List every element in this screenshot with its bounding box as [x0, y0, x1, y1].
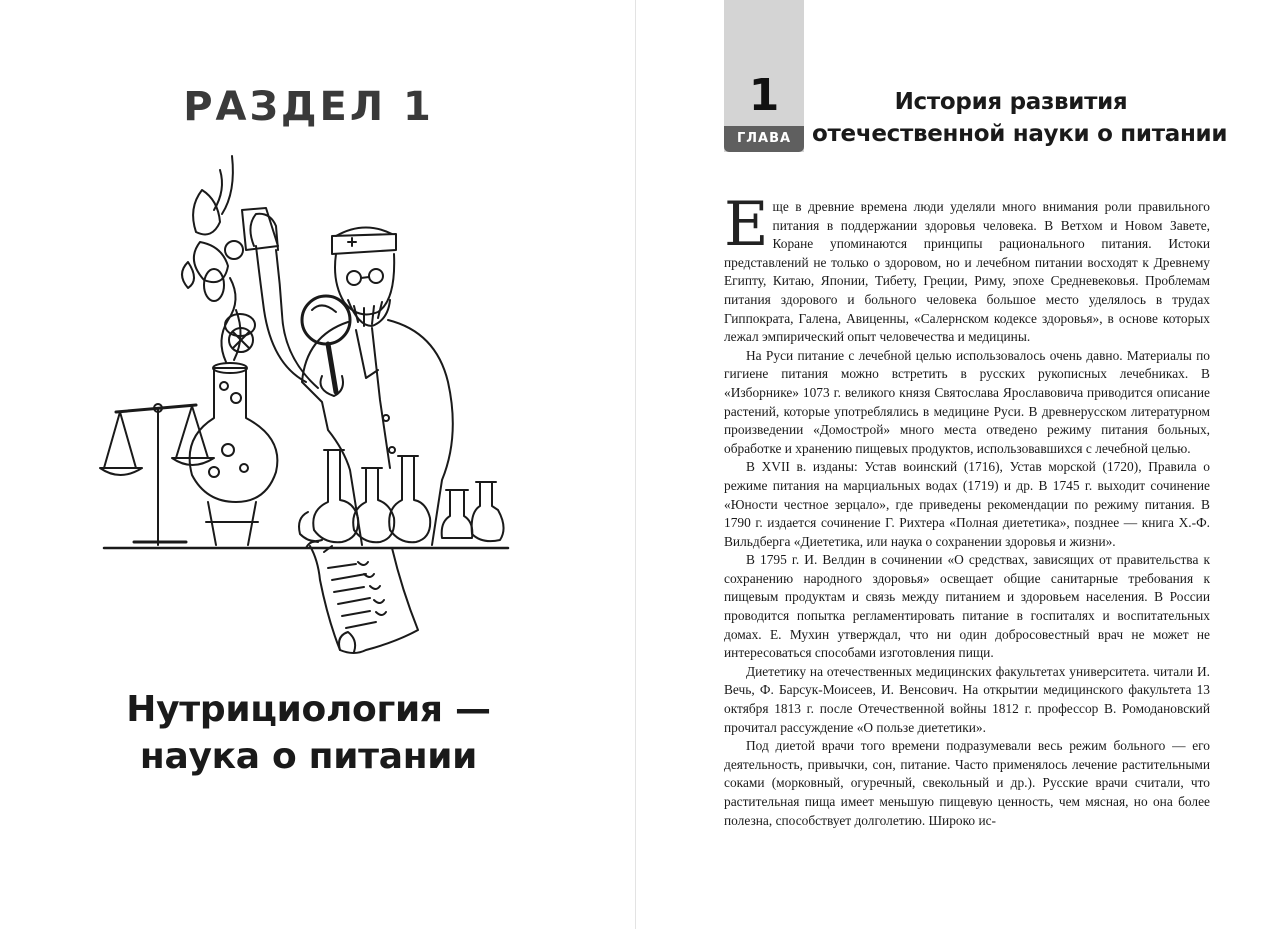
- scientist-lab-illustration: [96, 150, 516, 665]
- part-title-line2: наука о питании: [139, 736, 478, 777]
- chapter-label: ГЛАВА: [724, 126, 804, 152]
- section-title: РАЗДЕЛ 1: [183, 84, 434, 130]
- paragraph: Диететику на отечественных медицинских факультетах университета. читали И. Вечь, Ф. Барсук-Моисеев, И. Венсович. На открытии медицинского факультета 13 октября 1813 г. после Отечественной войны 1812 г. профессор В. Ромодановский прочитал рассуждение «О пользе диететики».: [724, 663, 1210, 735]
- dropcap-letter: Е: [724, 189, 769, 260]
- paragraph: В 1795 г. И. Велдин в сочинении «О средствах, зависящих от правительства к сохранению народного здоровья» освещает общие санитарные требования к пищевым продуктам и связь между питанием и здоровьем населения. В России проводится попытка регламентировать питание в госпиталях и воспитательных домах. Е. Мухин утверждал, что ни один добросовестный врач не может не интересоваться способами изготовления пищи.: [724, 552, 1210, 661]
- paragraph-text: ще в древние времена люди уделяли много внимания роли правильного питания в поддержании здоровья человека. В Ветхом и Новом Завете, Коране упоминаются принципы рационального питания. Истоки представлений не только о здоровом, но и лечебном питании восходят к Древнему Египту, Китаю, Японии, Тибету, Греции, Риму, эпохе Средневековья. Проблемам питания здорового и больного человека большое место уделялось в трудах Гиппократа, Галена, Авиценны, «Салернском кодексе здоровья», в основе которых лежал эмпирический опыт человечества и медицины.: [724, 199, 1210, 345]
- part-title-line1: Нутрициология —: [126, 689, 491, 730]
- paragraph: [724, 189, 1210, 347]
- paragraph: В XVII в. изданы: Устав воинский (1716), Устав морской (1720), Правила о режиме питания на марциальных водах (1719) и др. В 1745 г. выходит сочинение «Юности честное зерцало», где приведены рекомендации по режиму питания. В 1790 г. издается сочинение Г. Рихтера «Полная диететика», позднее — книга Х.-Ф. Вильдберга «Диететика, или наука о сохранении здоровья и жизни».: [724, 459, 1210, 549]
- chapter-title: [812, 86, 1228, 150]
- left-page: [0, 0, 635, 929]
- chapter-title-line1: История развития: [894, 89, 1128, 115]
- chapter-number: 1: [748, 70, 780, 121]
- chapter-body: [724, 189, 1210, 830]
- chapter-tab: [724, 0, 804, 152]
- paragraph: Под диетой врачи того времени подразумевали весь режим больного — его деятельность, привычки, сон, питание. Часто применялось лечение растительными соками (морковный, огуречный, свекольный и др.). Русские врачи считали, что растительная пища имеет меньшую пищевую ценность, чем мясная, но она более полезна, способствует долголетию. Широко ис-: [724, 738, 1210, 828]
- right-page: [636, 0, 1272, 929]
- part-title: [0, 686, 617, 780]
- paragraph: На Руси питание с лечебной целью использовалось очень давно. Материалы по гигиене питания можно встретить в русских рукописных лечебниках. В «Изборнике» 1073 г. великого князя Святослава Ярославовича приводится описание растений, которые употреблялись в медицине Руси. В древнерусском литературном произведении «Домострой» много места отведено режиму питания больных, обработке и хранению пищевых продуктов, использовавшихся с лечебной целью.: [724, 347, 1210, 456]
- chapter-title-line2: отечественной науки о питании: [812, 121, 1228, 147]
